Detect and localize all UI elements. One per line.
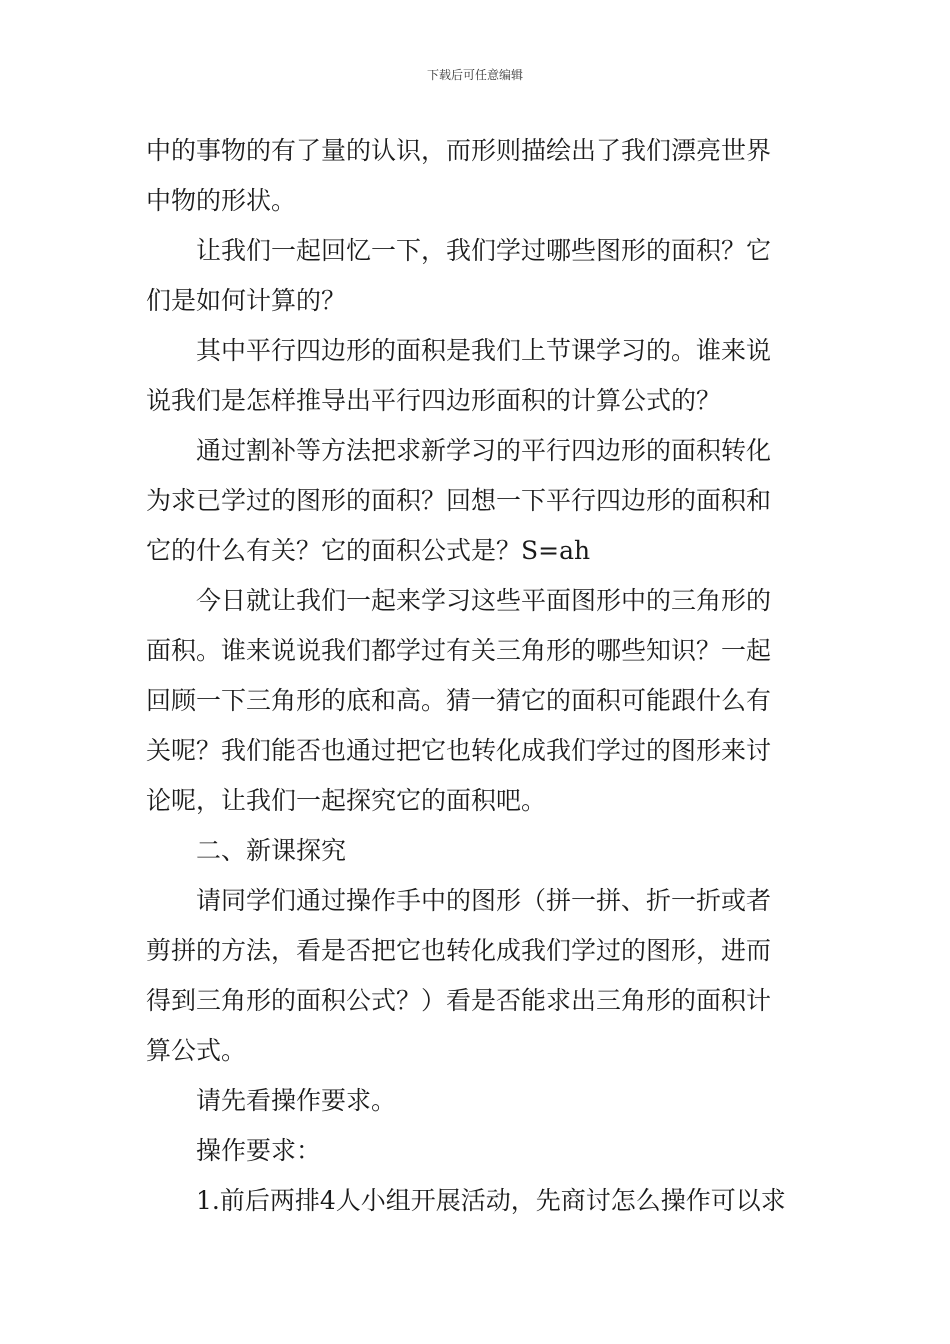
text-line-16: 请同学们通过操作手中的图形（拼一拼、折一折或者 — [196, 886, 772, 915]
text-line-22: 1.前后两排4人小组开展活动，先商讨怎么操作可以求 — [196, 1186, 786, 1215]
text-line-10: 今日就让我们一起来学习这些平面图形中的三角形的 — [196, 586, 772, 615]
text-line-2: 中物的形状。 — [146, 186, 297, 215]
text-line-8: 为求已学过的图形的面积？回想一下平行四边形的面积和 — [146, 486, 772, 515]
text-line-18: 得到三角形的面积公式？）看是否能求出三角形的面积计 — [146, 986, 772, 1015]
text-line-5: 其中平行四边形的面积是我们上节课学习的。谁来说 — [196, 336, 772, 365]
text-line-14: 论呢，让我们一起探究它的面积吧。 — [146, 786, 547, 815]
section-heading: 二、新课探究 — [196, 836, 347, 865]
text-line-3: 让我们一起回忆一下，我们学过哪些图形的面积？它 — [196, 236, 772, 265]
text-line-6: 说我们是怎样推导出平行四边形面积的计算公式的？ — [146, 386, 722, 415]
text-line-1: 中的事物的有了量的认识，而形则描绘出了我们漂亮世界 — [146, 136, 772, 165]
text-line-20: 请先看操作要求。 — [196, 1086, 397, 1115]
document-body — [146, 126, 808, 1226]
text-line-9: 它的什么有关？它的面积公式是？S=ah — [146, 536, 591, 565]
text-line-21: 操作要求： — [196, 1136, 322, 1165]
text-line-7: 通过割补等方法把求新学习的平行四边形的面积转化 — [196, 436, 772, 465]
page-header: 下载后可任意编辑 — [426, 68, 523, 82]
text-line-4: 们是如何计算的？ — [146, 286, 347, 315]
text-line-13: 关呢？我们能否也通过把它也转化成我们学过的图形来讨 — [146, 736, 772, 765]
text-line-11: 面积。谁来说说我们都学过有关三角形的哪些知识？一起 — [146, 636, 772, 665]
text-line-12: 回顾一下三角形的底和高。猜一猜它的面积可能跟什么有 — [146, 686, 772, 715]
text-line-19: 算公式。 — [146, 1036, 247, 1065]
text-line-17: 剪拼的方法，看是否把它也转化成我们学过的图形，进而 — [146, 936, 772, 965]
